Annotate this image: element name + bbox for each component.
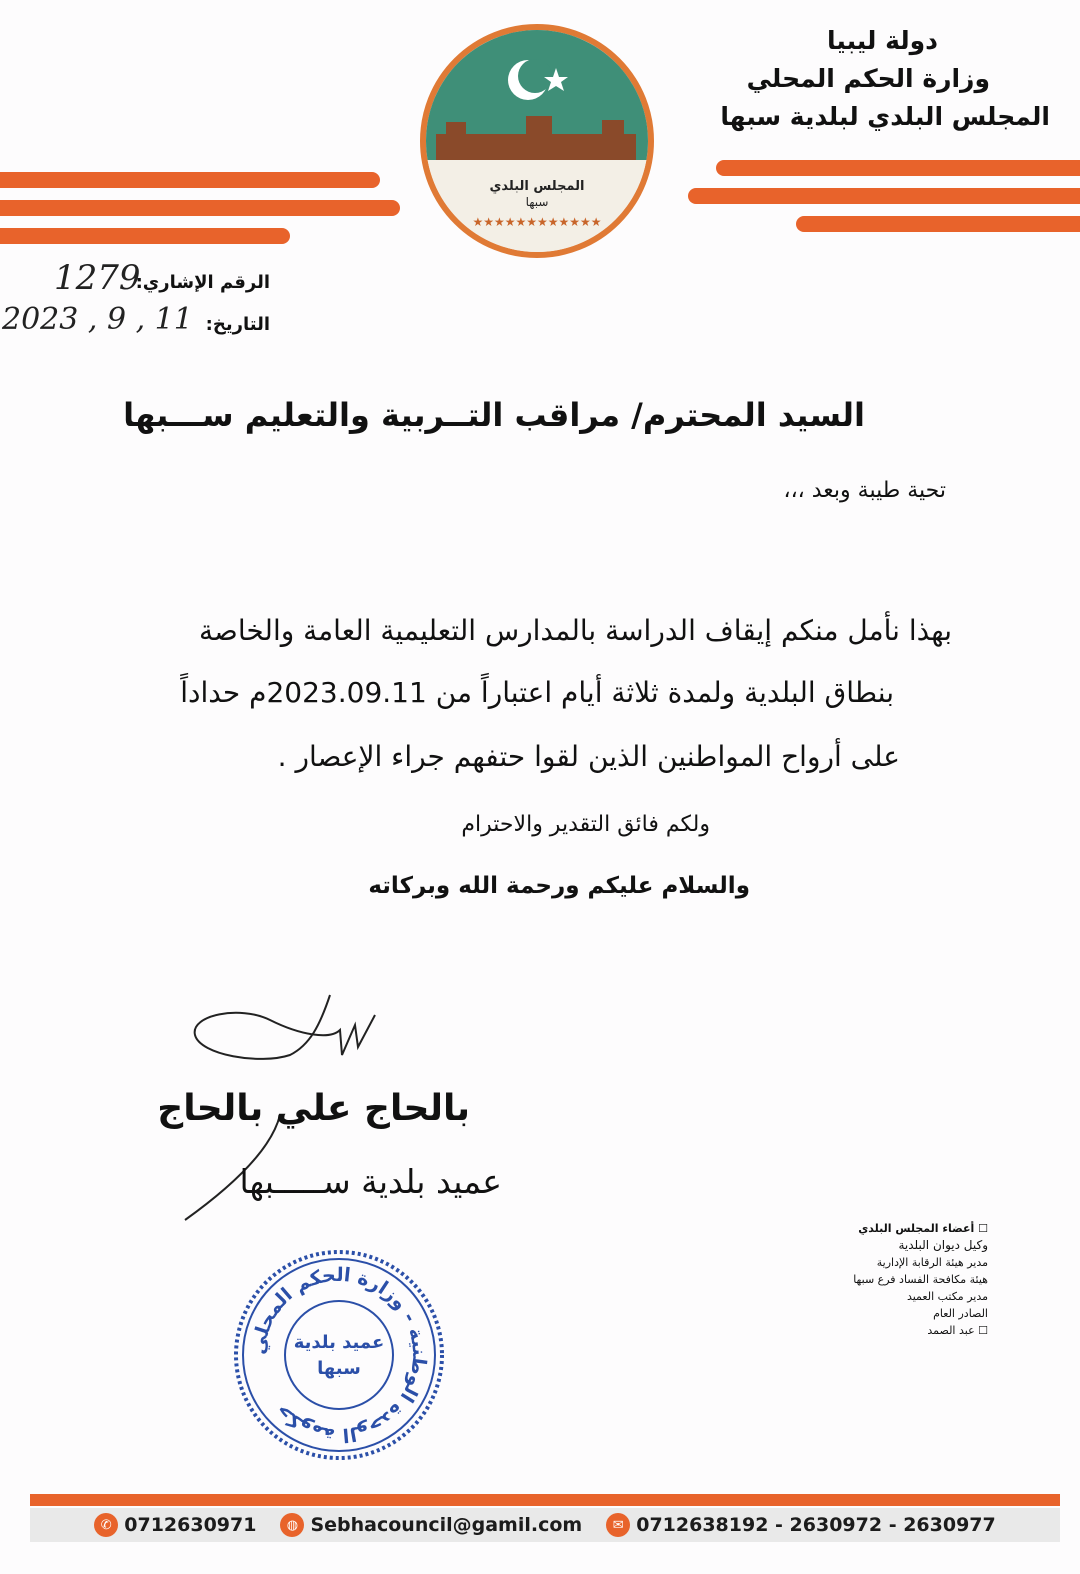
right-stripe-3: [796, 216, 1080, 232]
date-label: التاريخ:: [205, 314, 270, 335]
logo-line2: سبها: [525, 195, 549, 209]
addressee: السيد المحترم/ مراقب التــربية والتعليم ســـبها: [123, 396, 865, 434]
footer-contact-bar: [30, 1508, 1060, 1542]
logo-emblem-icon: [426, 30, 648, 252]
left-stripe-1: [0, 172, 380, 188]
letterhead-titles: [630, 22, 1050, 136]
web-icon: ◍: [280, 1513, 304, 1537]
footer-email: [280, 1513, 582, 1537]
stamp-center-line1: عميد بلدية: [293, 1332, 385, 1353]
council-name: المجلس البلدي لبلدية سبها: [720, 102, 1050, 131]
footer-accent-bar: [30, 1494, 1060, 1506]
cc-laptop-icon: ☐: [974, 1324, 988, 1337]
cc-item: ☐ عبد الصمد: [927, 1324, 988, 1337]
cc-list: [748, 1220, 988, 1339]
council-logo: [420, 24, 654, 258]
closing-salam: والسلام عليكم ورحمة الله وبركاته: [368, 873, 750, 899]
footer-phone: [94, 1513, 256, 1537]
body-line-1: بهذا نأمل منكم إيقاف الدراسة بالمدارس التعليمية العامة والخاصة: [199, 614, 952, 647]
reference-number-value: 1279: [54, 258, 141, 298]
right-stripe-1: [716, 160, 1080, 176]
footer-fax: [606, 1513, 996, 1537]
cc-item: هيئة مكافحة الفساد فرع سبها: [853, 1273, 988, 1286]
cc-checkbox-icon: ☐: [974, 1222, 988, 1235]
signer-name: بالحاج علي بالحاج: [157, 1088, 470, 1129]
body-line-3: على أرواح المواطنين الذين لقوا حتفهم جراء الإعصار .: [277, 740, 900, 773]
phone-icon: ✆: [94, 1513, 118, 1537]
official-stamp: [232, 1248, 446, 1462]
envelope-icon: ✉: [606, 1513, 630, 1537]
greeting: تحية طيبة وبعد ،،،: [783, 478, 946, 503]
cc-item: الصادر العام: [933, 1307, 988, 1320]
left-stripe-3: [0, 228, 290, 244]
closing-regards: ولكم فائق التقدير والاحترام: [461, 812, 710, 837]
body-line-2: بنطاق البلدية ولمدة ثلاثة أيام اعتباراً من 2023.09.11م حداداً: [180, 676, 894, 709]
signer-title: عميد بلدية ســـــبها: [239, 1162, 502, 1201]
phone-number: 0712630971: [124, 1514, 257, 1536]
cc-heading: ☐ أعضاء المجلس البلدي: [858, 1222, 988, 1235]
reference-number-label: الرقم الإشاري:: [135, 272, 270, 293]
cc-item: مدير هيئة الرقابة الإدارية: [876, 1256, 988, 1269]
cc-item: مدير مكتب العميد: [906, 1290, 988, 1303]
email-address[interactable]: Sebhacouncil@gamil.com: [310, 1514, 583, 1536]
cc-item: وكيل ديوان البلدية: [898, 1238, 988, 1252]
left-stripe-2: [0, 200, 400, 216]
country-name: دولة ليبيا: [826, 26, 938, 55]
right-stripe-2: [688, 188, 1080, 204]
logo-stars: ★★★★★★★★★★★★: [472, 215, 602, 229]
stamp-outer-text: حكومة الوحدة الوطنية - وزارة الحكم المحلي: [247, 1263, 431, 1447]
date-value: 2023 , 9 , 11: [2, 302, 193, 337]
stamp-center-line2: سبها: [317, 1358, 361, 1379]
ministry-name: وزارة الحكم المحلي: [746, 64, 990, 93]
logo-line1: المجلس البلدي: [489, 179, 585, 194]
fax-numbers: 0712638192 - 2630972 - 2630977: [636, 1514, 996, 1536]
